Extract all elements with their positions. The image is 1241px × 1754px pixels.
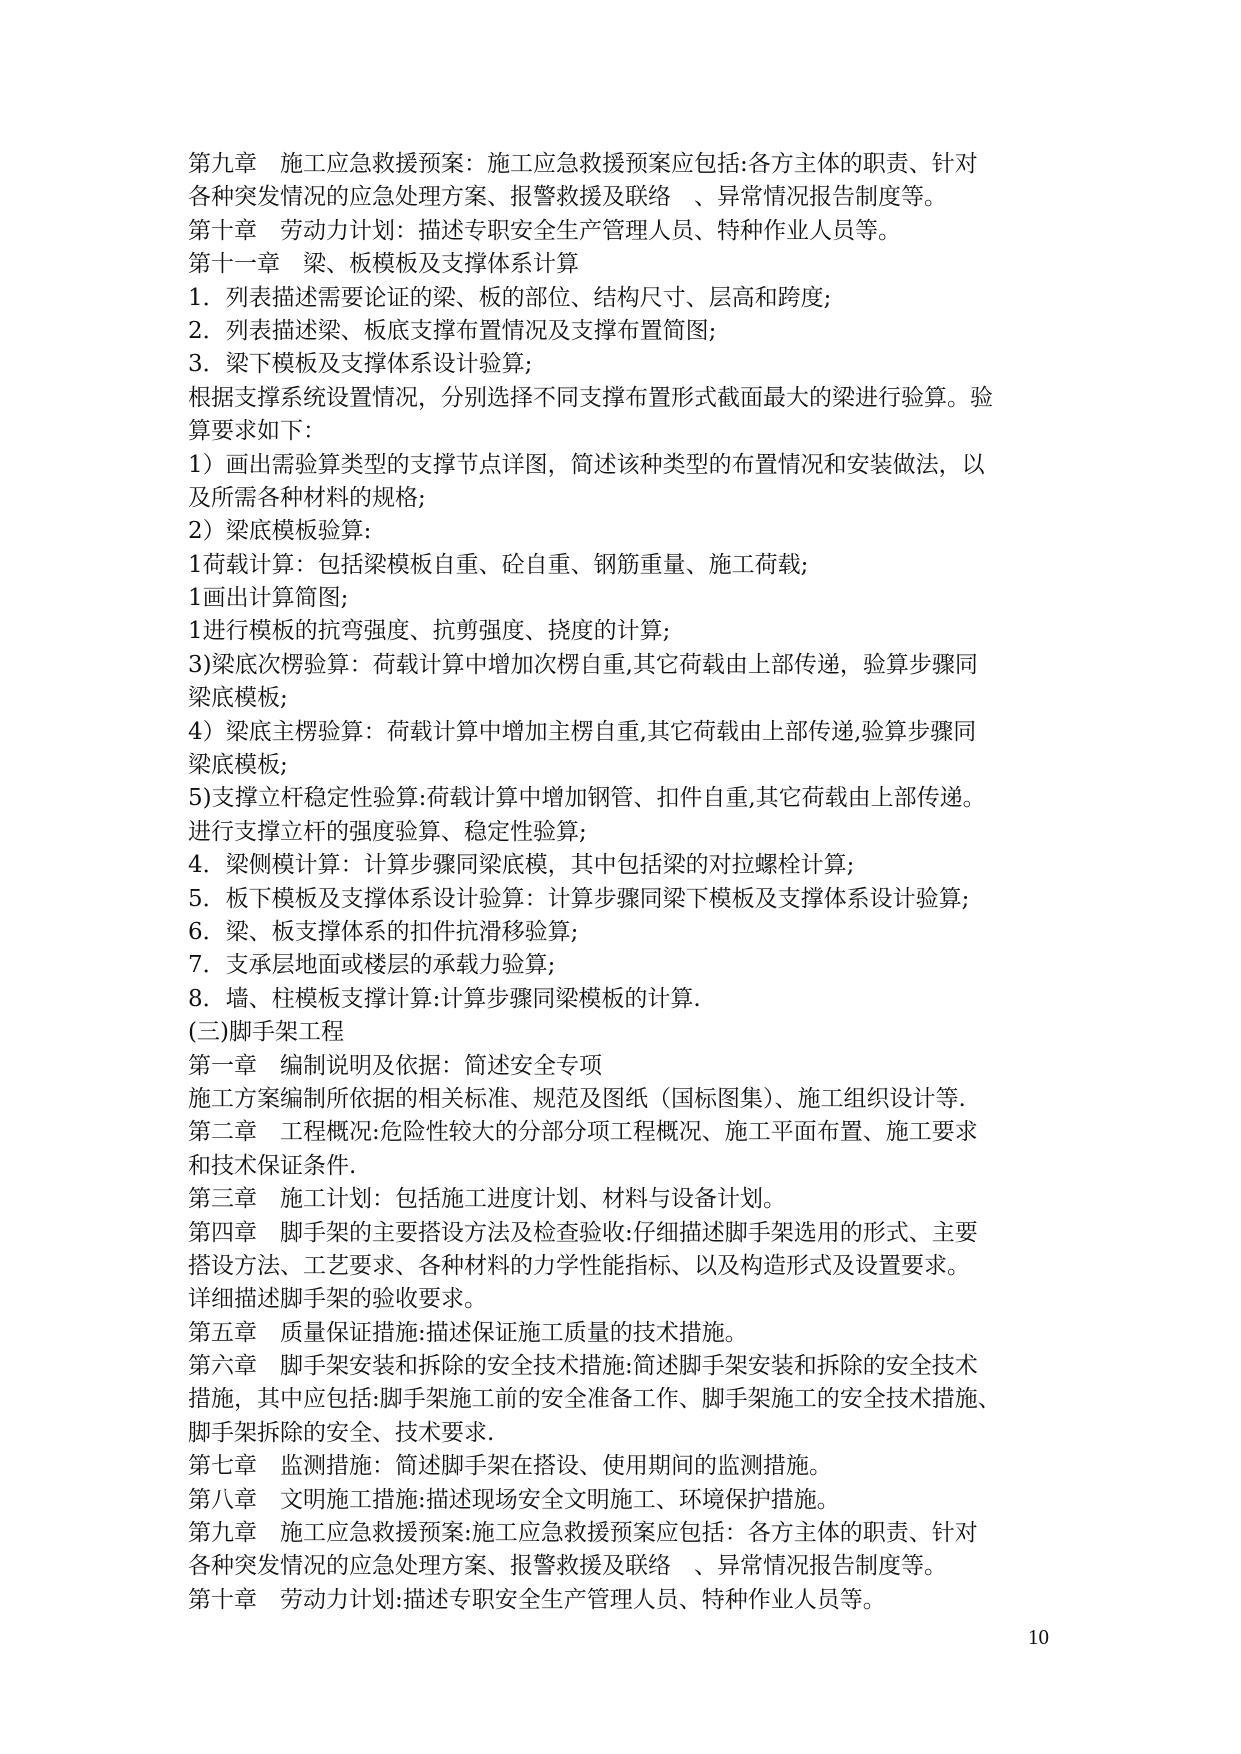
- text-line: 进行支撑立杆的强度验算、稳定性验算;: [188, 818, 587, 845]
- text-line: 各种突发情况的应急处理方案、报警救援及联络 、异常情况报告制度等。: [188, 1553, 947, 1580]
- text-line: 8．墙、柱模板支撑计算:计算步骤同梁模板的计算.: [188, 985, 701, 1012]
- text-line: 第九章 施工应急救援预案:施工应急救援预案应包括：各方主体的职责、针对: [188, 1520, 978, 1547]
- text-line: 3．梁下模板及支撑体系设计验算;: [188, 351, 533, 378]
- text-line: 脚手架拆除的安全、技术要求.: [188, 1419, 495, 1446]
- text-line: 1荷载计算：包括梁模板自重、砼自重、钢筋重量、施工荷载;: [188, 551, 809, 578]
- text-line: 1进行模板的抗弯强度、抗剪强度、挠度的计算;: [188, 618, 671, 645]
- text-line: 第七章 监测措施：简述脚手架在搭设、使用期间的监测措施。: [188, 1453, 832, 1480]
- document-body: [188, 148, 1058, 1617]
- text-line: 梁底模板;: [188, 752, 288, 779]
- text-line: 6．梁、板支撑体系的扣件抗滑移验算;: [188, 918, 579, 945]
- text-line: 4．梁侧模计算：计算步骤同梁底模，其中包括梁的对拉螺栓计算;: [188, 852, 855, 879]
- text-line: 详细描述脚手架的验收要求。: [188, 1286, 487, 1313]
- text-line: 2）梁底模板验算:: [188, 518, 372, 545]
- page-number: 10: [1028, 1625, 1049, 1649]
- text-line: 第五章 质量保证措施:描述保证施工质量的技术措施。: [188, 1319, 748, 1346]
- text-line: 第四章 脚手架的主要搭设方法及检查验收:仔细描述脚手架选用的形式、主要: [188, 1219, 978, 1246]
- text-line: 算要求如下：: [188, 418, 326, 445]
- text-line: 搭设方法、工艺要求、各种材料的力学性能指标、以及构造形式及设置要求。: [188, 1252, 970, 1279]
- text-line: 第三章 施工计划：包括施工进度计划、材料与设备计划。: [188, 1186, 786, 1213]
- text-line: 和技术保证条件.: [188, 1152, 357, 1179]
- text-line: 第二章 工程概况:危险性较大的分部分项工程概况、施工平面布置、施工要求: [188, 1119, 978, 1146]
- text-line: 各种突发情况的应急处理方案、报警救援及联络 、异常情况报告制度等。: [188, 184, 947, 211]
- text-line: 及所需各种材料的规格;: [188, 484, 426, 511]
- text-line: 7．支承层地面或楼层的承载力验算;: [188, 952, 556, 979]
- text-line: 措施，其中应包括:脚手架施工前的安全准备工作、脚手架施工的安全技术措施、: [188, 1386, 1001, 1413]
- text-line: 施工方案编制所依据的相关标准、规范及图纸（国标图集）、施工组织设计等.: [188, 1085, 966, 1112]
- text-line: 5)支撑立杆稳定性验算:荷载计算中增加钢管、扣件自重,其它荷载由上部传递。: [188, 785, 986, 812]
- text-line: 4）梁底主楞验算：荷载计算中增加主楞自重,其它荷载由上部传递,验算步骤同: [188, 718, 977, 745]
- text-line: 3)梁底次楞验算：荷载计算中增加次楞自重,其它荷载由上部传递，验算步骤同: [188, 651, 978, 678]
- text-line: 第一章 编制说明及依据：简述安全专项: [188, 1052, 602, 1079]
- text-line: 第九章 施工应急救援预案：施工应急救援预案应包括:各方主体的职责、针对: [188, 151, 978, 177]
- text-line: 梁底模板;: [188, 685, 288, 712]
- text-line: 2．列表描述梁、板底支撑布置情况及支撑布置简图;: [188, 317, 717, 344]
- text-line: (三)脚手架工程: [188, 1019, 344, 1046]
- text-line: 第八章 文明施工措施:描述现场安全文明施工、环境保护措施。: [188, 1486, 840, 1513]
- text-line: 1．列表描述需要论证的梁、板的部位、结构尺寸、层高和跨度;: [188, 284, 832, 311]
- text-line: 第六章 脚手架安装和拆除的安全技术措施:简述脚手架安装和拆除的安全技术: [188, 1353, 978, 1380]
- text-line: 根据支撑系统设置情况，分别选择不同支撑布置形式截面最大的梁进行验算。验: [188, 384, 993, 411]
- text-line: 第十一章 梁、板模板及支撑体系计算: [188, 251, 579, 278]
- text-line: 第十章 劳动力计划:描述专职安全生产管理人员、特种作业人员等。: [188, 1586, 886, 1613]
- text-line: 5．板下模板及支撑体系设计验算：计算步骤同梁下模板及支撑体系设计验算;: [188, 885, 970, 912]
- text-line: 1画出计算简图;: [188, 585, 349, 612]
- text-line: 1）画出需验算类型的支撑节点详图，简述该种类型的布置情况和安装做法，以: [188, 451, 985, 478]
- text-line: 第十章 劳动力计划：描述专职安全生产管理人员、特种作业人员等。: [188, 217, 901, 244]
